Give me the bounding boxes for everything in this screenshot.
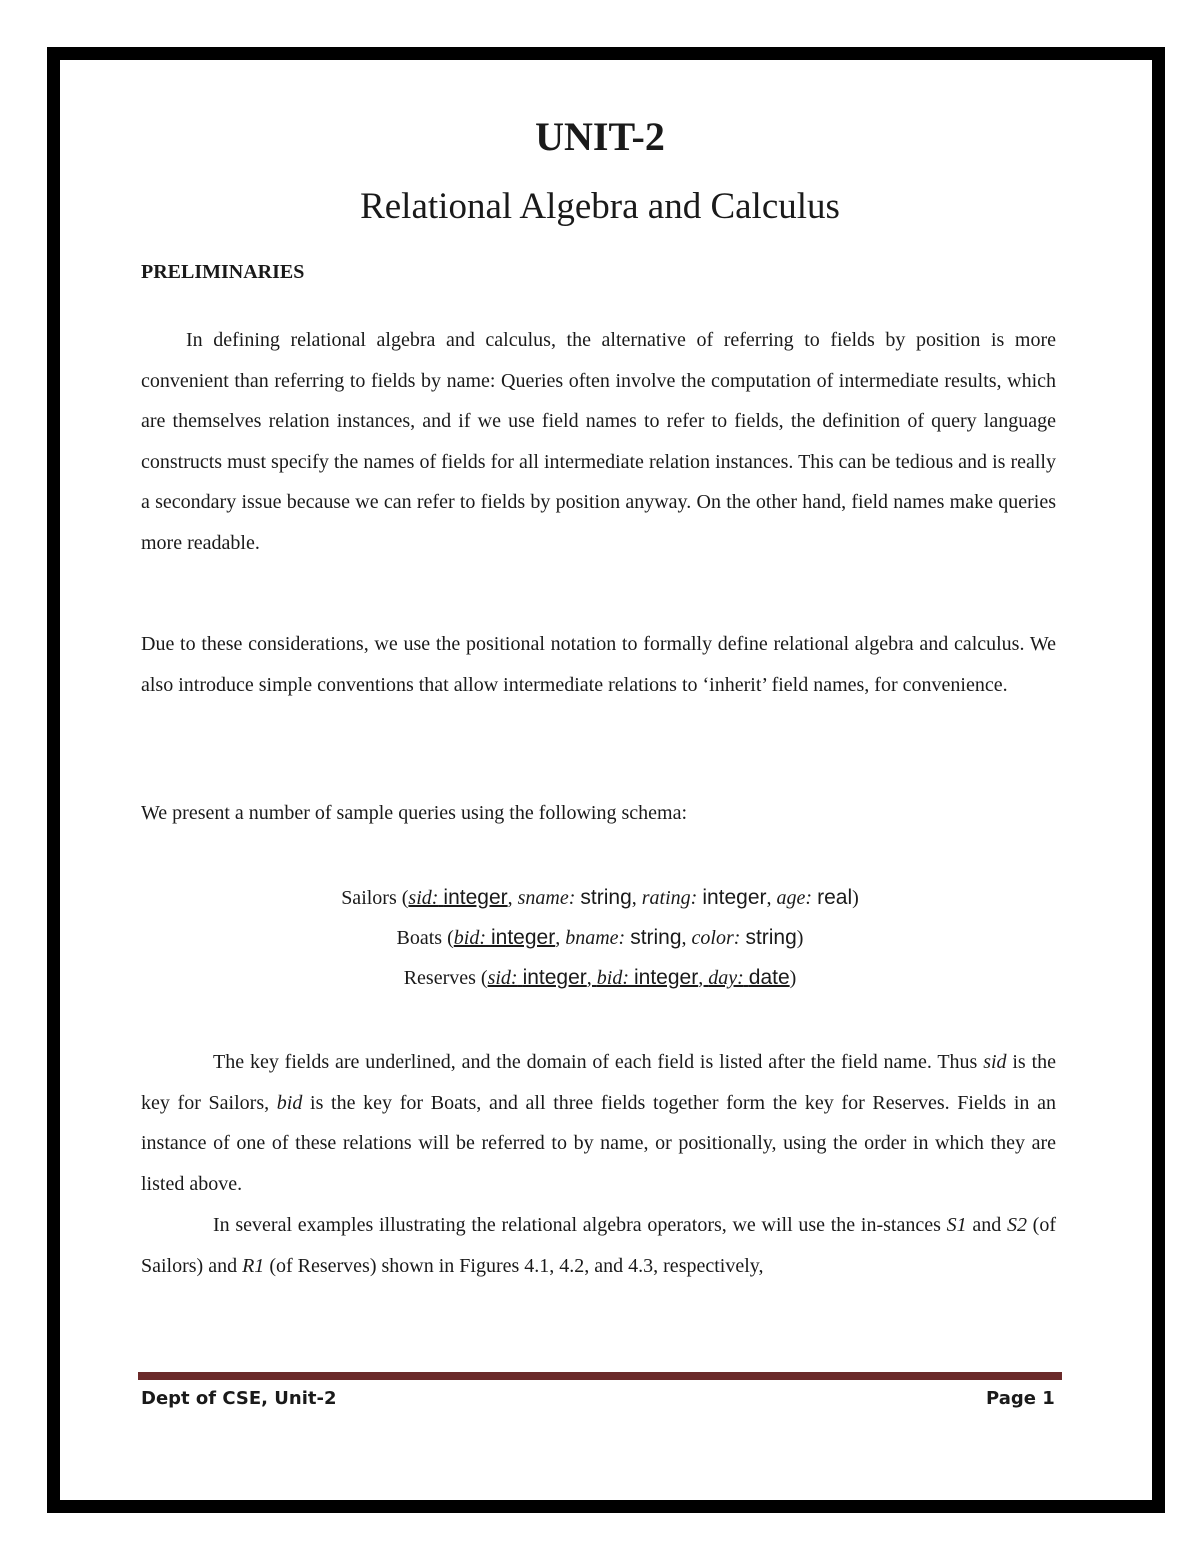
text-run: S2 <box>1006 1214 1027 1236</box>
field-name: sid: <box>408 887 439 909</box>
text-run: The key fields are underlined, and the domain of each field is listed after the field name. Thus <box>213 1051 984 1073</box>
field-type: string <box>745 926 797 949</box>
field-type: integer <box>443 886 508 909</box>
text-run: sid <box>983 1051 1007 1073</box>
field-type: real <box>817 886 853 909</box>
footer-department: Dept of CSE, Unit-2 <box>141 1388 337 1409</box>
field-name: sname: <box>517 887 576 909</box>
text-run: (of Sailors) and <box>141 1214 1056 1277</box>
paragraph-schema-intro: We present a number of sample queries using the following schema: <box>141 802 688 824</box>
paragraph-examples <box>141 1205 1056 1286</box>
field-name: rating: <box>641 887 698 909</box>
footer-page-number: Page 1 <box>986 1388 1055 1409</box>
paragraph-considerations: Due to these considerations, we use the positional notation to formally define relational algebra and calculus. We also introduce simple conventions that allow intermediate relations to ‘inherit’ field names, for convenience. <box>141 633 1056 696</box>
text-run: and <box>966 1214 1007 1236</box>
field-name: bname: <box>565 927 626 949</box>
text-run: is the key for Boats, and all three fields together form the key for Reserves. Fields in an instance of one of these relations will be referred to by name, or positionally, using the order in which they are listed above. <box>141 1091 1056 1195</box>
schema-sailors: Sailors (sid: integer, sname: string, rating: integer, age: real) <box>341 886 859 909</box>
field-type: string <box>630 926 682 949</box>
field-name: day: <box>708 967 744 989</box>
text-run: (of Reserves) shown in Figures 4.1, 4.2, and 4.3, respectively, <box>264 1254 764 1277</box>
relation-name: Reserves <box>403 967 476 989</box>
field-type: integer <box>522 966 587 989</box>
field-type: string <box>580 886 632 909</box>
section-heading: PRELIMINARIES <box>141 261 305 283</box>
text-run: In several examples illustrating the relational algebra operators, we will use the in-stances <box>213 1214 947 1236</box>
page-subtitle: Relational Algebra and Calculus <box>360 186 840 227</box>
field-type: integer <box>702 886 767 909</box>
paragraph-preliminaries: In defining relational algebra and calculus, the alternative of referring to fields by position is more convenient than referring to fields by name: Queries often involve the computation of intermediate results, which are themselves relation instances, and if we use field names to refer to fields, the definition of query language constructs must specify the names of fields for all intermediate relation instances. This can be tedious and is really a secondary issue because we can refer to fields by position anyway. On the other hand, field names make queries more readable. <box>141 329 1056 554</box>
text-run: is the key for Sailors, <box>141 1051 1056 1114</box>
field-name: sid: <box>487 967 518 989</box>
relation-name: Sailors <box>341 887 397 909</box>
field-name: color: <box>691 927 741 949</box>
field-type: integer <box>634 966 699 989</box>
footer-divider <box>138 1372 1062 1380</box>
schema-boats: Boats (bid: integer, bname: string, color: string) <box>396 926 804 949</box>
field-type: date <box>748 966 790 989</box>
field-name: bid: <box>596 967 629 989</box>
field-name: bid: <box>453 927 486 949</box>
text-run: bid <box>276 1091 303 1114</box>
paragraph-key-fields <box>141 1042 1056 1204</box>
text-run: R1 <box>242 1254 265 1277</box>
schema-reserves: Reserves (sid: integer, bid: integer, day: date) <box>403 966 797 989</box>
text-run: S1 <box>946 1214 967 1236</box>
field-type: integer <box>490 926 556 949</box>
page-title: UNIT-2 <box>535 114 665 159</box>
field-name: age: <box>776 887 813 909</box>
relation-name: Boats <box>396 927 443 949</box>
